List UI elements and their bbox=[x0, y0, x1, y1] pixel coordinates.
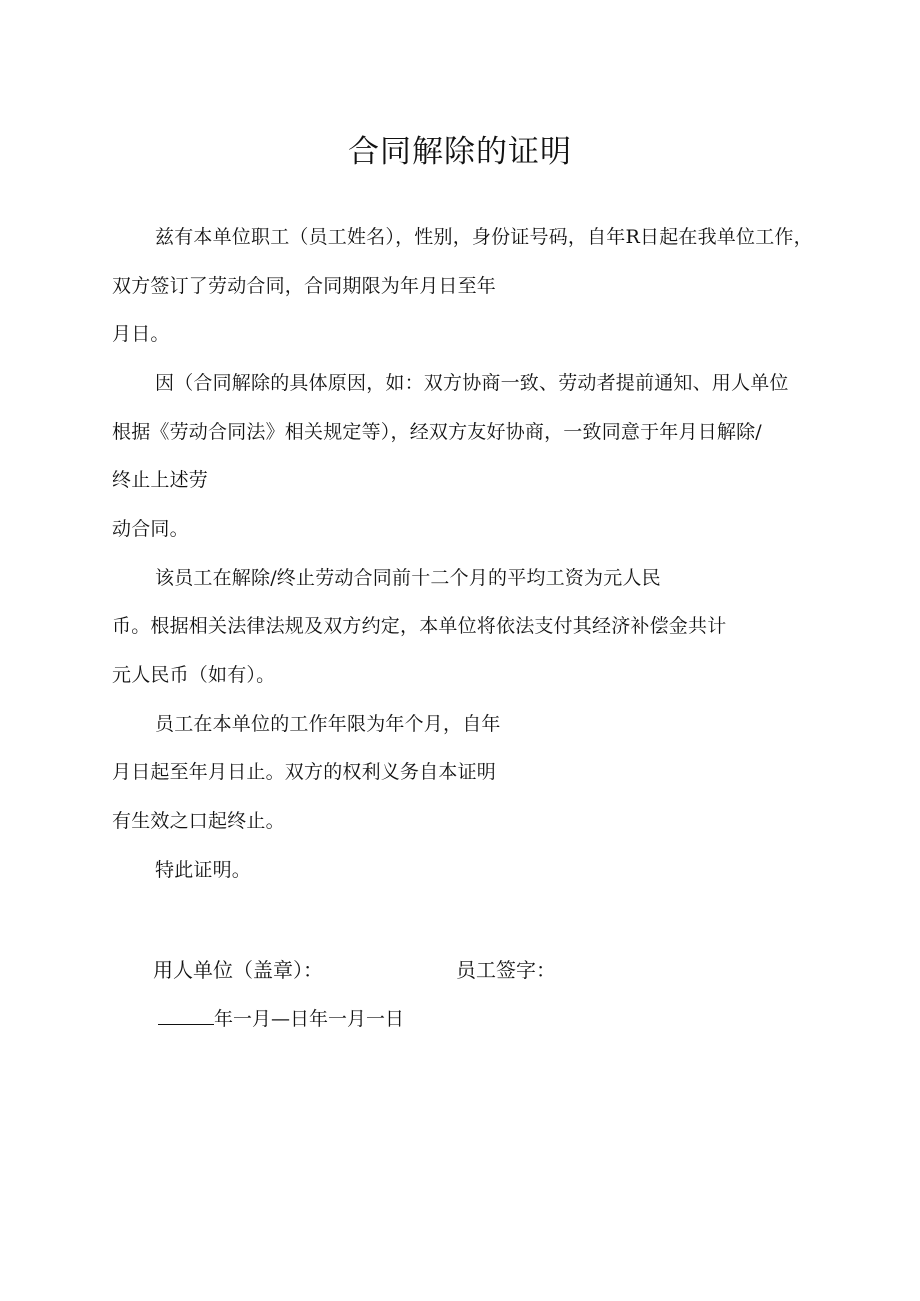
date-blank bbox=[158, 1008, 214, 1025]
paragraph-line: 根据《劳动合同法》相关规定等），经双方友好协商，一致同意于年月日解除/ bbox=[112, 421, 762, 443]
employer-seal-label: 用人单位（盖章）： bbox=[153, 958, 323, 982]
closing-statement: 特此证明。 bbox=[155, 859, 252, 881]
paragraph-line: 双方签订了劳动合同，合同期限为年月日至年 bbox=[112, 275, 497, 297]
document-title: 合同解除的证明 bbox=[348, 134, 572, 170]
paragraph-line: 员工在本单位的工作年限为年个月，自年 bbox=[155, 713, 501, 735]
paragraph-line: 兹有本单位职工（员工姓名），性别，身份证号码，自年R日起在我单位工作， bbox=[155, 226, 813, 248]
paragraph-line: 有生效之口起终止。 bbox=[112, 810, 285, 832]
paragraph-line: 终止上述劳 bbox=[112, 469, 209, 491]
paragraph-line: 元人民币（如有）。 bbox=[112, 664, 276, 686]
date-row bbox=[158, 1007, 404, 1031]
employee-signature-label: 员工签字： bbox=[456, 958, 556, 982]
date-text: 年一月—日年一月一日 bbox=[214, 1008, 405, 1030]
paragraph-line: 该员工在解除/终止劳动合同前十二个月的平均工资为元人民 bbox=[155, 567, 661, 589]
paragraph-line: 币。根据相关法律法规及双方约定，本单位将依法支付其经济补偿金共计 bbox=[112, 615, 727, 637]
paragraph-line: 因（合同解除的具体原因，如：双方协商一致、劳动者提前通知、用人单位 bbox=[155, 372, 789, 394]
paragraph-line: 动合同。 bbox=[112, 518, 189, 540]
paragraph-line: 月日。 bbox=[112, 323, 170, 345]
paragraph-line: 月日起至年月日止。双方的权利义务自本证明 bbox=[112, 761, 497, 783]
